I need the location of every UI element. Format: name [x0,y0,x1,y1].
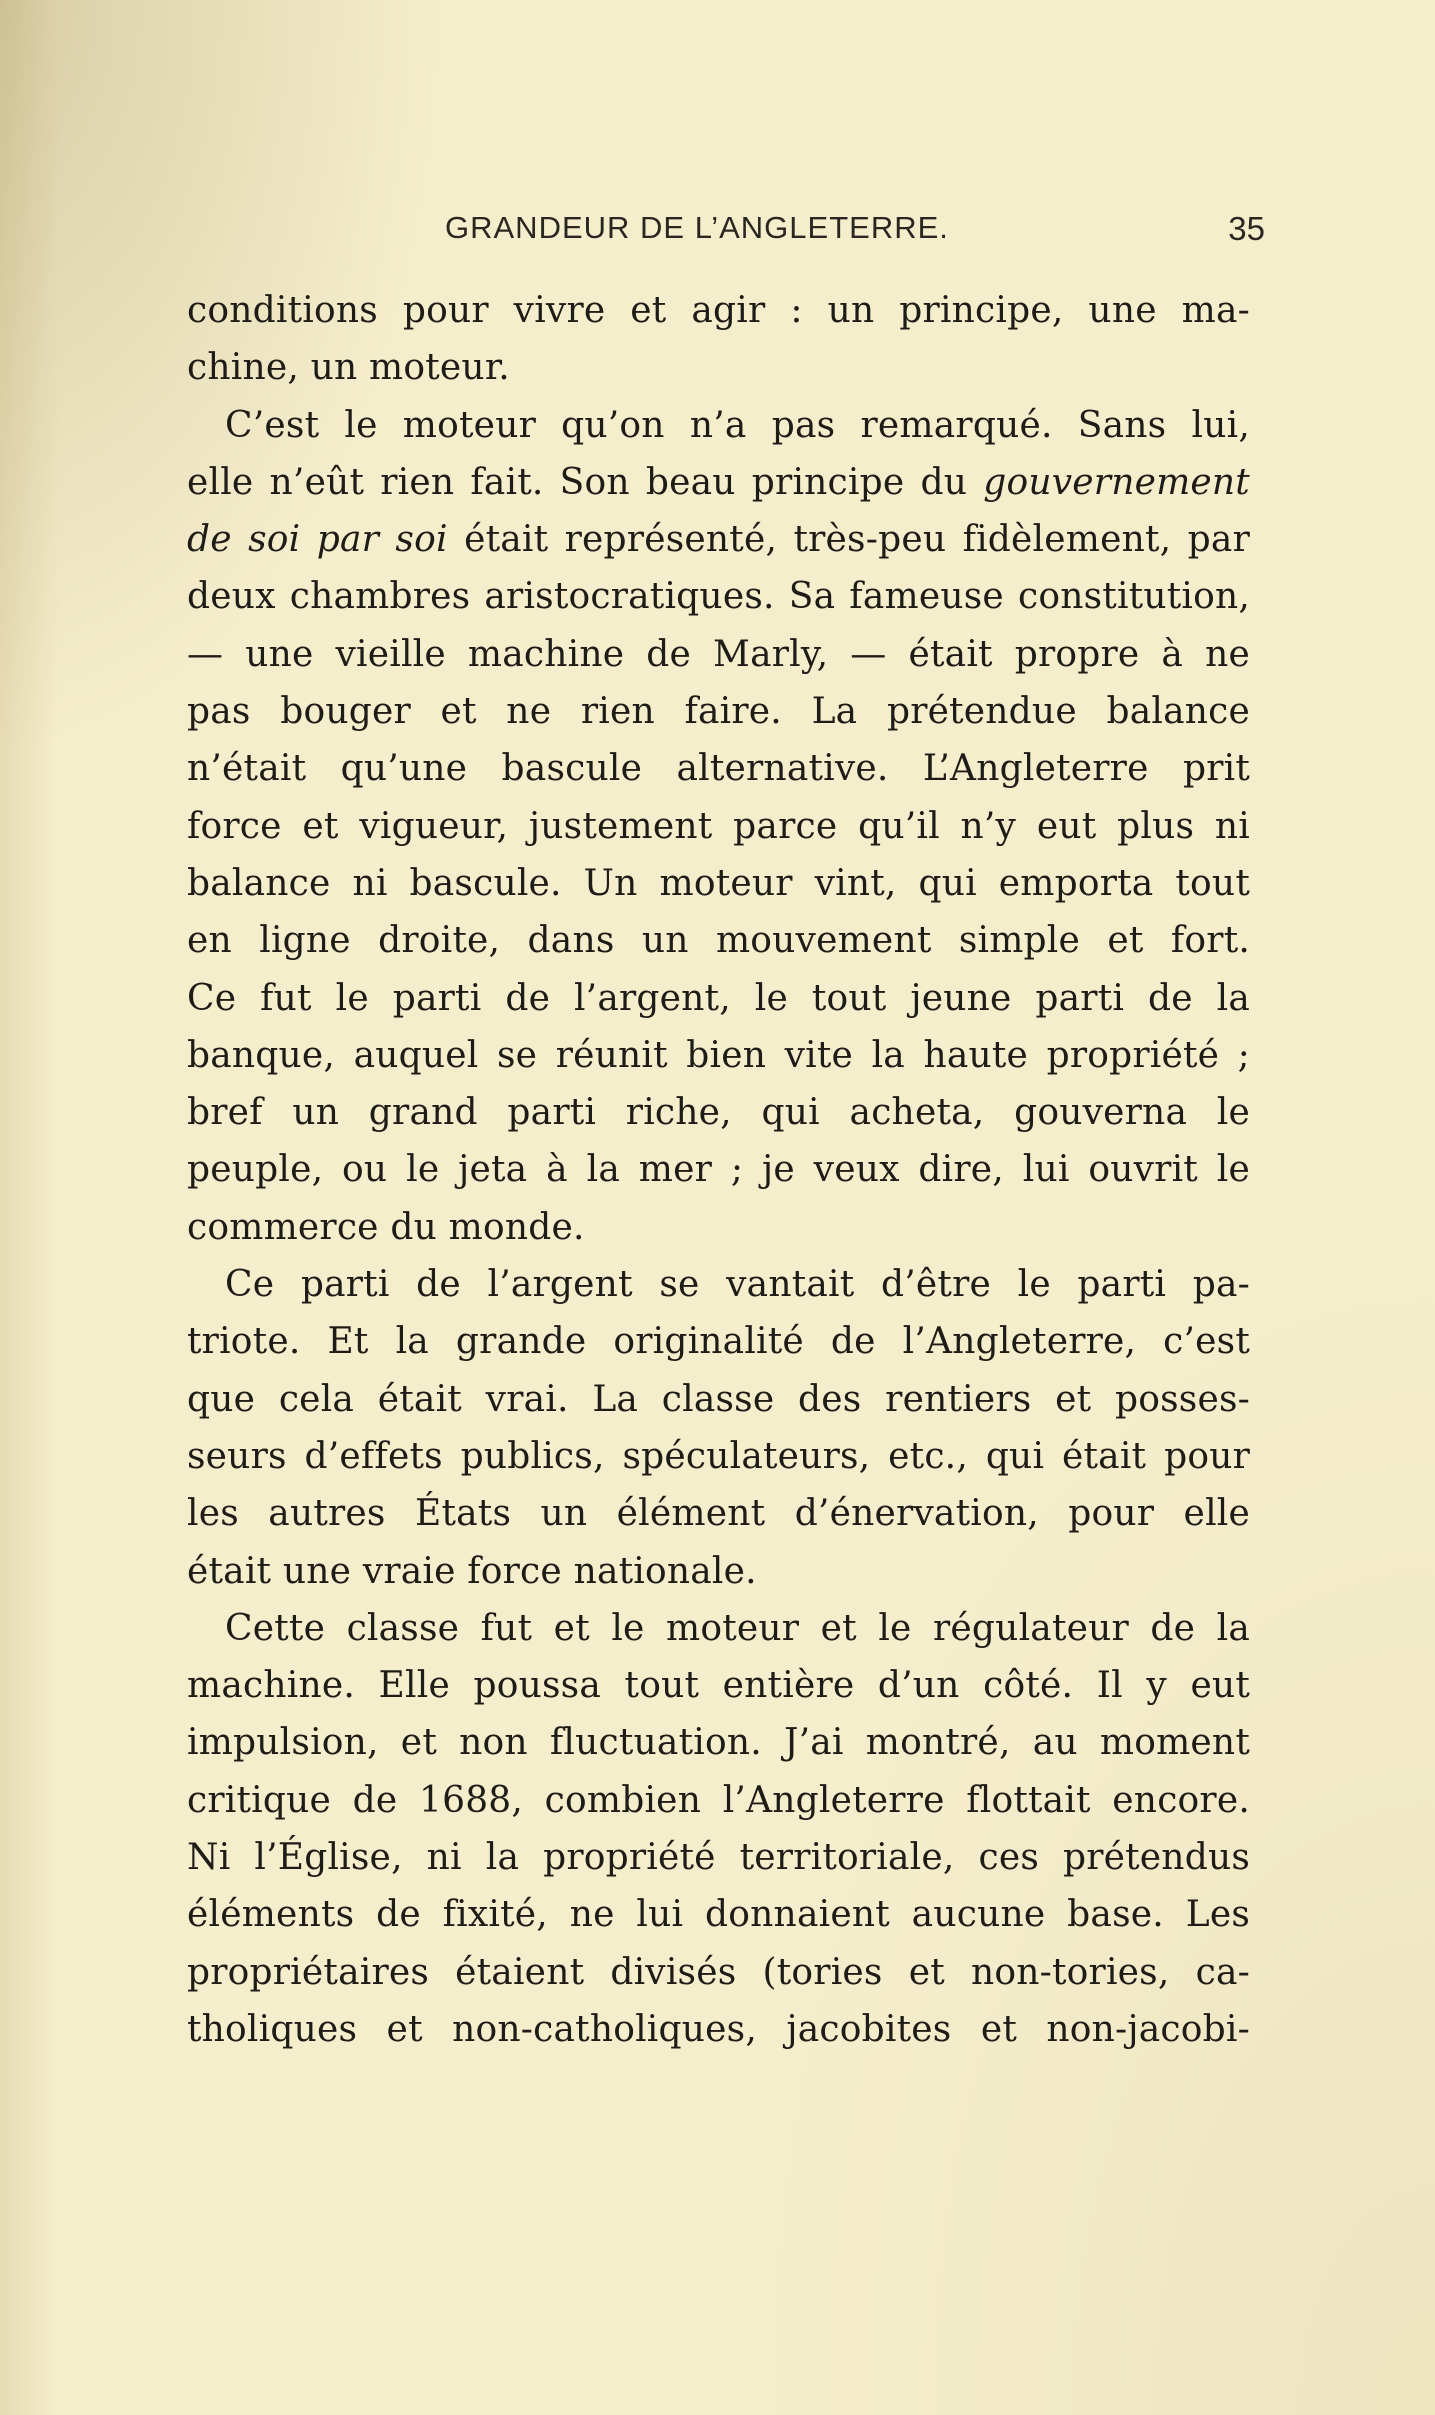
text-line [187,454,1250,511]
text-line: impulsion, et non fluctuation. J’ai montré, au moment [187,1722,1250,1764]
text-fragment: était représenté, très-peu fidèlement, par [464,519,1250,561]
text-line: Ce parti de l’argent se vantait d’être le parti pa- [225,1264,1250,1306]
text-line: n’était qu’une bascule alternative. L’Angleterre prit [187,748,1250,790]
text-fragment: elle n’eût rien fait. Son beau principe du [187,461,968,503]
running-title: GRANDEUR DE L’ANGLETERRE. [445,210,949,245]
text-line: chine, un moteur. [187,347,510,389]
text-line: Ce fut le parti de l’argent, le tout jeune parti de la [187,977,1250,1019]
text-line: triote. Et la grande originalité de l’Angleterre, c’est [187,1321,1250,1363]
body-text [187,282,1250,2058]
text-line: critique de 1688, combien l’Angleterre flottait encore. [187,1779,1250,1821]
text-line: machine. Elle poussa tout entière d’un côté. Il y eut [187,1665,1250,1707]
text-line: propriétaires étaient divisés (tories et non-tories, ca- [187,1951,1250,1993]
text-line [187,511,1250,568]
page-number: 35 [1228,210,1265,247]
text-line: peuple, ou le jeta à la mer ; je veux dire, lui ouvrit le [187,1149,1250,1191]
text-line: bref un grand parti riche, qui acheta, gouverna le [187,1092,1250,1134]
text-line: était une vraie force nationale. [187,1550,757,1592]
text-line: banque, auquel se réunit bien vite la haute propriété ; [187,1034,1250,1076]
text-line: que cela était vrai. La classe des rentiers et posses- [187,1378,1250,1420]
text-line: en ligne droite, dans un mouvement simple et fort. [187,920,1250,962]
text-line: Ni l’Église, ni la propriété territoriale, ces prétendus [187,1837,1250,1879]
text-line: éléments de fixité, ne lui donnaient aucune base. Les [187,1894,1250,1936]
italic-phrase: gouvernement [983,461,1250,503]
running-head [185,210,1265,260]
text-line: seurs d’effets publics, spéculateurs, etc., qui était pour [187,1435,1250,1477]
text-line: Cette classe fut et le moteur et le régulateur de la [225,1607,1250,1649]
text-line: conditions pour vivre et agir : un principe, une ma- [187,290,1250,331]
text-line: — une vieille machine de Marly, — était propre à ne [187,633,1250,675]
text-line: balance ni bascule. Un moteur vint, qui emporta tout [187,862,1250,904]
text-line: les autres États un élément d’énervation, pour elle [187,1493,1250,1535]
italic-phrase: de soi par soi [187,519,448,561]
text-line: force et vigueur, justement parce qu’il n’y eut plus ni [187,805,1250,847]
text-line: deux chambres aristocratiques. Sa fameuse constitution, [187,576,1250,618]
text-line: tholiques et non-catholiques, jacobites et non-jacobi- [187,2008,1250,2050]
text-line: commerce du monde. [187,1206,585,1248]
text-line: C’est le moteur qu’on n’a pas remarqué. Sans lui, [225,404,1250,446]
text-line: pas bouger et ne rien faire. La prétendue balance [187,691,1250,733]
